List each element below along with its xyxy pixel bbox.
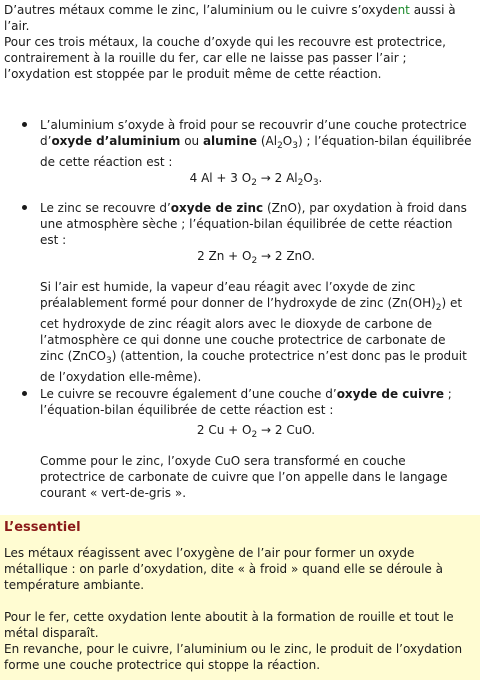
bullet-icon [22,205,27,210]
essentiel-paragraph-1: Les métaux réagissent avec l’oxygène de l’air pour former un oxyde métallique : on parle d’oxydation, dite « à froid » quand elle se déroule à température ambiante. [4,546,443,592]
intro-text-end: aussi à l’air. [4,3,456,33]
intro-section [4,2,474,82]
list-item-cuivre [0,386,480,501]
essentiel-title: L’essentiel [4,520,81,535]
bold-term: oxyde de zinc [170,201,264,215]
list-item-zinc [0,200,480,385]
bullet-icon [22,391,27,396]
cuivre-comment: Comme pour le zinc, l’oxyde CuO sera transformé en couche protectrice de carbonate de cuivre que l’on appelle dans le langage courant « vert-de-gris ». [40,454,448,500]
list-item-aluminium [0,117,480,191]
intro-text-highlight: nt [397,3,410,17]
cuivre-text: Le cuivre se recouvre également d’une couche d’oxyde de cuivre ; l’équation-bilan équilibrée de cette réaction est : [40,387,452,417]
bullet-icon [22,122,27,127]
essentiel-paragraph-3: En revanche, pour le cuivre, l’aluminium ou le zinc, le produit de l’oxydation forme une couche protectrice qui stoppe la réaction. [4,642,463,672]
zinc-text: Le zinc se recouvre d’oxyde de zinc (ZnO), par oxydation à froid dans une atmosphère sèche ; l’équation-bilan équilibrée de cette réaction est : [40,201,467,247]
zinc-humid-paragraph: Si l’air est humide, la vapeur d’eau réagit avec l’oxyde de zinc préalablement formé pour donner de l’hydroxyde de zinc $(Zn(OH)_2)$ et cet hydroxyde de zinc réagit alors avec le dioxyde de carbone de l’atmosphère ce qui donne une couche protectrice de carbonate de zinc (ZnCO$_3$) (attention, la couche protectrice n’est donc pas le produit de l’oxydation elle-même). [40,280,467,384]
aluminium-text: L’aluminium s’oxyde à froid pour se recouvrir d’une couche protectrice d’oxyde d’aluminium ou alumine $(Al_2O_3)$ ; l’équation-bilan équilibrée de cette réaction est : [40,118,472,169]
essentiel-body [4,545,474,673]
intro-text: D’autres métaux comme le zinc, l’aluminium ou le cuivre s’oxyde [4,3,398,17]
bold-term: alumine [202,134,258,148]
intro-paragraph-1 [4,2,474,34]
intro-paragraph-2: Pour ces trois métaux, la couche d’oxyde qui les recouvre est protectrice, contrairement à la rouille du fer, car elle ne laisse pas passer l’air ; l’oxydation est stoppée par le produit même de cette réaction. [4,35,446,81]
bold-term: oxyde d’aluminium [51,134,181,148]
zinc-equation: 2 $Zn + O_2 \to 2$ ZnO. [197,249,315,266]
essentiel-box [0,515,480,680]
aluminium-equation: 4 Al + 3 $O_2 \to 2$ $Al_2O_3$. [189,171,323,188]
cuivre-equation: 2 $Cu + O_2 \to 2$ CuO. [196,423,316,440]
essentiel-paragraph-2: Pour le fer, cette oxydation lente aboutit à la formation de rouille et tout le métal disparaît. [4,610,454,640]
bold-term: oxyde de cuivre [336,387,444,401]
